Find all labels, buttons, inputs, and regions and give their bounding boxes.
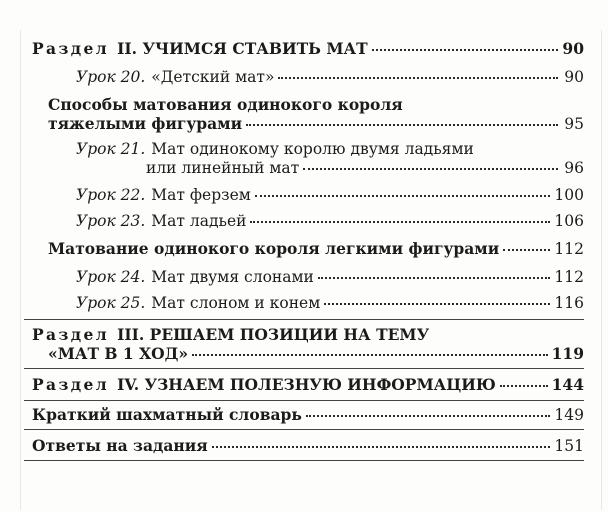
lesson-title: Мат двумя слонами bbox=[151, 268, 314, 286]
lesson-title-line-1: Мат одинокому королю двумя ладьями bbox=[151, 140, 474, 158]
page-number: 119 bbox=[551, 344, 584, 363]
page-number: 151 bbox=[554, 437, 584, 455]
page-number: 106 bbox=[554, 212, 584, 230]
dot-leader bbox=[318, 277, 551, 279]
dot-leader bbox=[212, 446, 551, 448]
page-number: 100 bbox=[554, 186, 584, 204]
section-title-line-1: III. РЕШАЕМ ПОЗИЦИИ НА ТЕМУ bbox=[117, 325, 430, 344]
dot-leader bbox=[250, 221, 550, 223]
dot-leader bbox=[500, 385, 548, 387]
lesson-title: Мат ладьей bbox=[151, 212, 247, 230]
lesson-label: Урок 22. bbox=[76, 186, 146, 204]
subsection-title: Ответы на задания bbox=[32, 436, 208, 455]
dot-leader bbox=[306, 415, 551, 417]
lesson-label: Урок 25. bbox=[76, 294, 146, 312]
dot-leader bbox=[372, 49, 558, 51]
dot-leader bbox=[255, 195, 551, 197]
lesson-label: Урок 20. bbox=[76, 68, 146, 86]
dot-leader bbox=[303, 168, 558, 170]
lesson-label: Урок 21. bbox=[76, 140, 146, 158]
section-title: II. УЧИМСЯ СТАВИТЬ МАТ bbox=[117, 39, 368, 58]
lesson-title: Мат ферзем bbox=[151, 186, 251, 204]
lesson-label: Урок 24. bbox=[76, 268, 146, 286]
page-number: 96 bbox=[564, 159, 584, 177]
lesson-title-line-2: или линейный мат bbox=[146, 159, 300, 177]
dot-leader bbox=[324, 303, 550, 305]
page-number: 90 bbox=[564, 68, 584, 86]
section-divider bbox=[24, 429, 584, 430]
page-number: 149 bbox=[554, 406, 584, 424]
subsection-title-line-1: Способы матования одинокого короля bbox=[48, 95, 403, 114]
dot-leader bbox=[192, 354, 548, 356]
section-title-line-2: «МАТ В 1 ХОД» bbox=[48, 344, 189, 363]
lesson-title: Мат слоном и конем bbox=[151, 294, 321, 312]
subsection-title: Матование одинокого короля легкими фигурами bbox=[48, 239, 500, 258]
subsection-title-line-2: тяжелыми фигурами bbox=[48, 114, 243, 133]
page-number: 116 bbox=[554, 294, 584, 312]
page-number: 144 bbox=[551, 375, 584, 394]
lesson-title: «Детский мат» bbox=[151, 68, 275, 86]
section-divider bbox=[24, 368, 584, 369]
dot-leader bbox=[503, 249, 550, 251]
page-number: 112 bbox=[554, 268, 584, 286]
section-divider bbox=[24, 460, 584, 461]
page-number: 112 bbox=[554, 240, 584, 258]
section-divider bbox=[24, 319, 584, 320]
lesson-label: Урок 23. bbox=[76, 212, 146, 230]
page-number: 95 bbox=[564, 115, 584, 133]
section-prefix: Раздел bbox=[32, 39, 110, 58]
section-divider bbox=[24, 400, 584, 401]
section-prefix: Раздел bbox=[32, 375, 110, 394]
section-prefix: Раздел bbox=[32, 325, 110, 344]
dot-leader bbox=[278, 77, 558, 79]
page-number: 90 bbox=[562, 39, 584, 58]
subsection-title: Краткий шахматный словарь bbox=[32, 405, 302, 424]
section-title: IV. УЗНАЕМ ПОЛЕЗНУЮ ИНФОРМАЦИЮ bbox=[117, 375, 496, 394]
dot-leader bbox=[246, 124, 558, 126]
